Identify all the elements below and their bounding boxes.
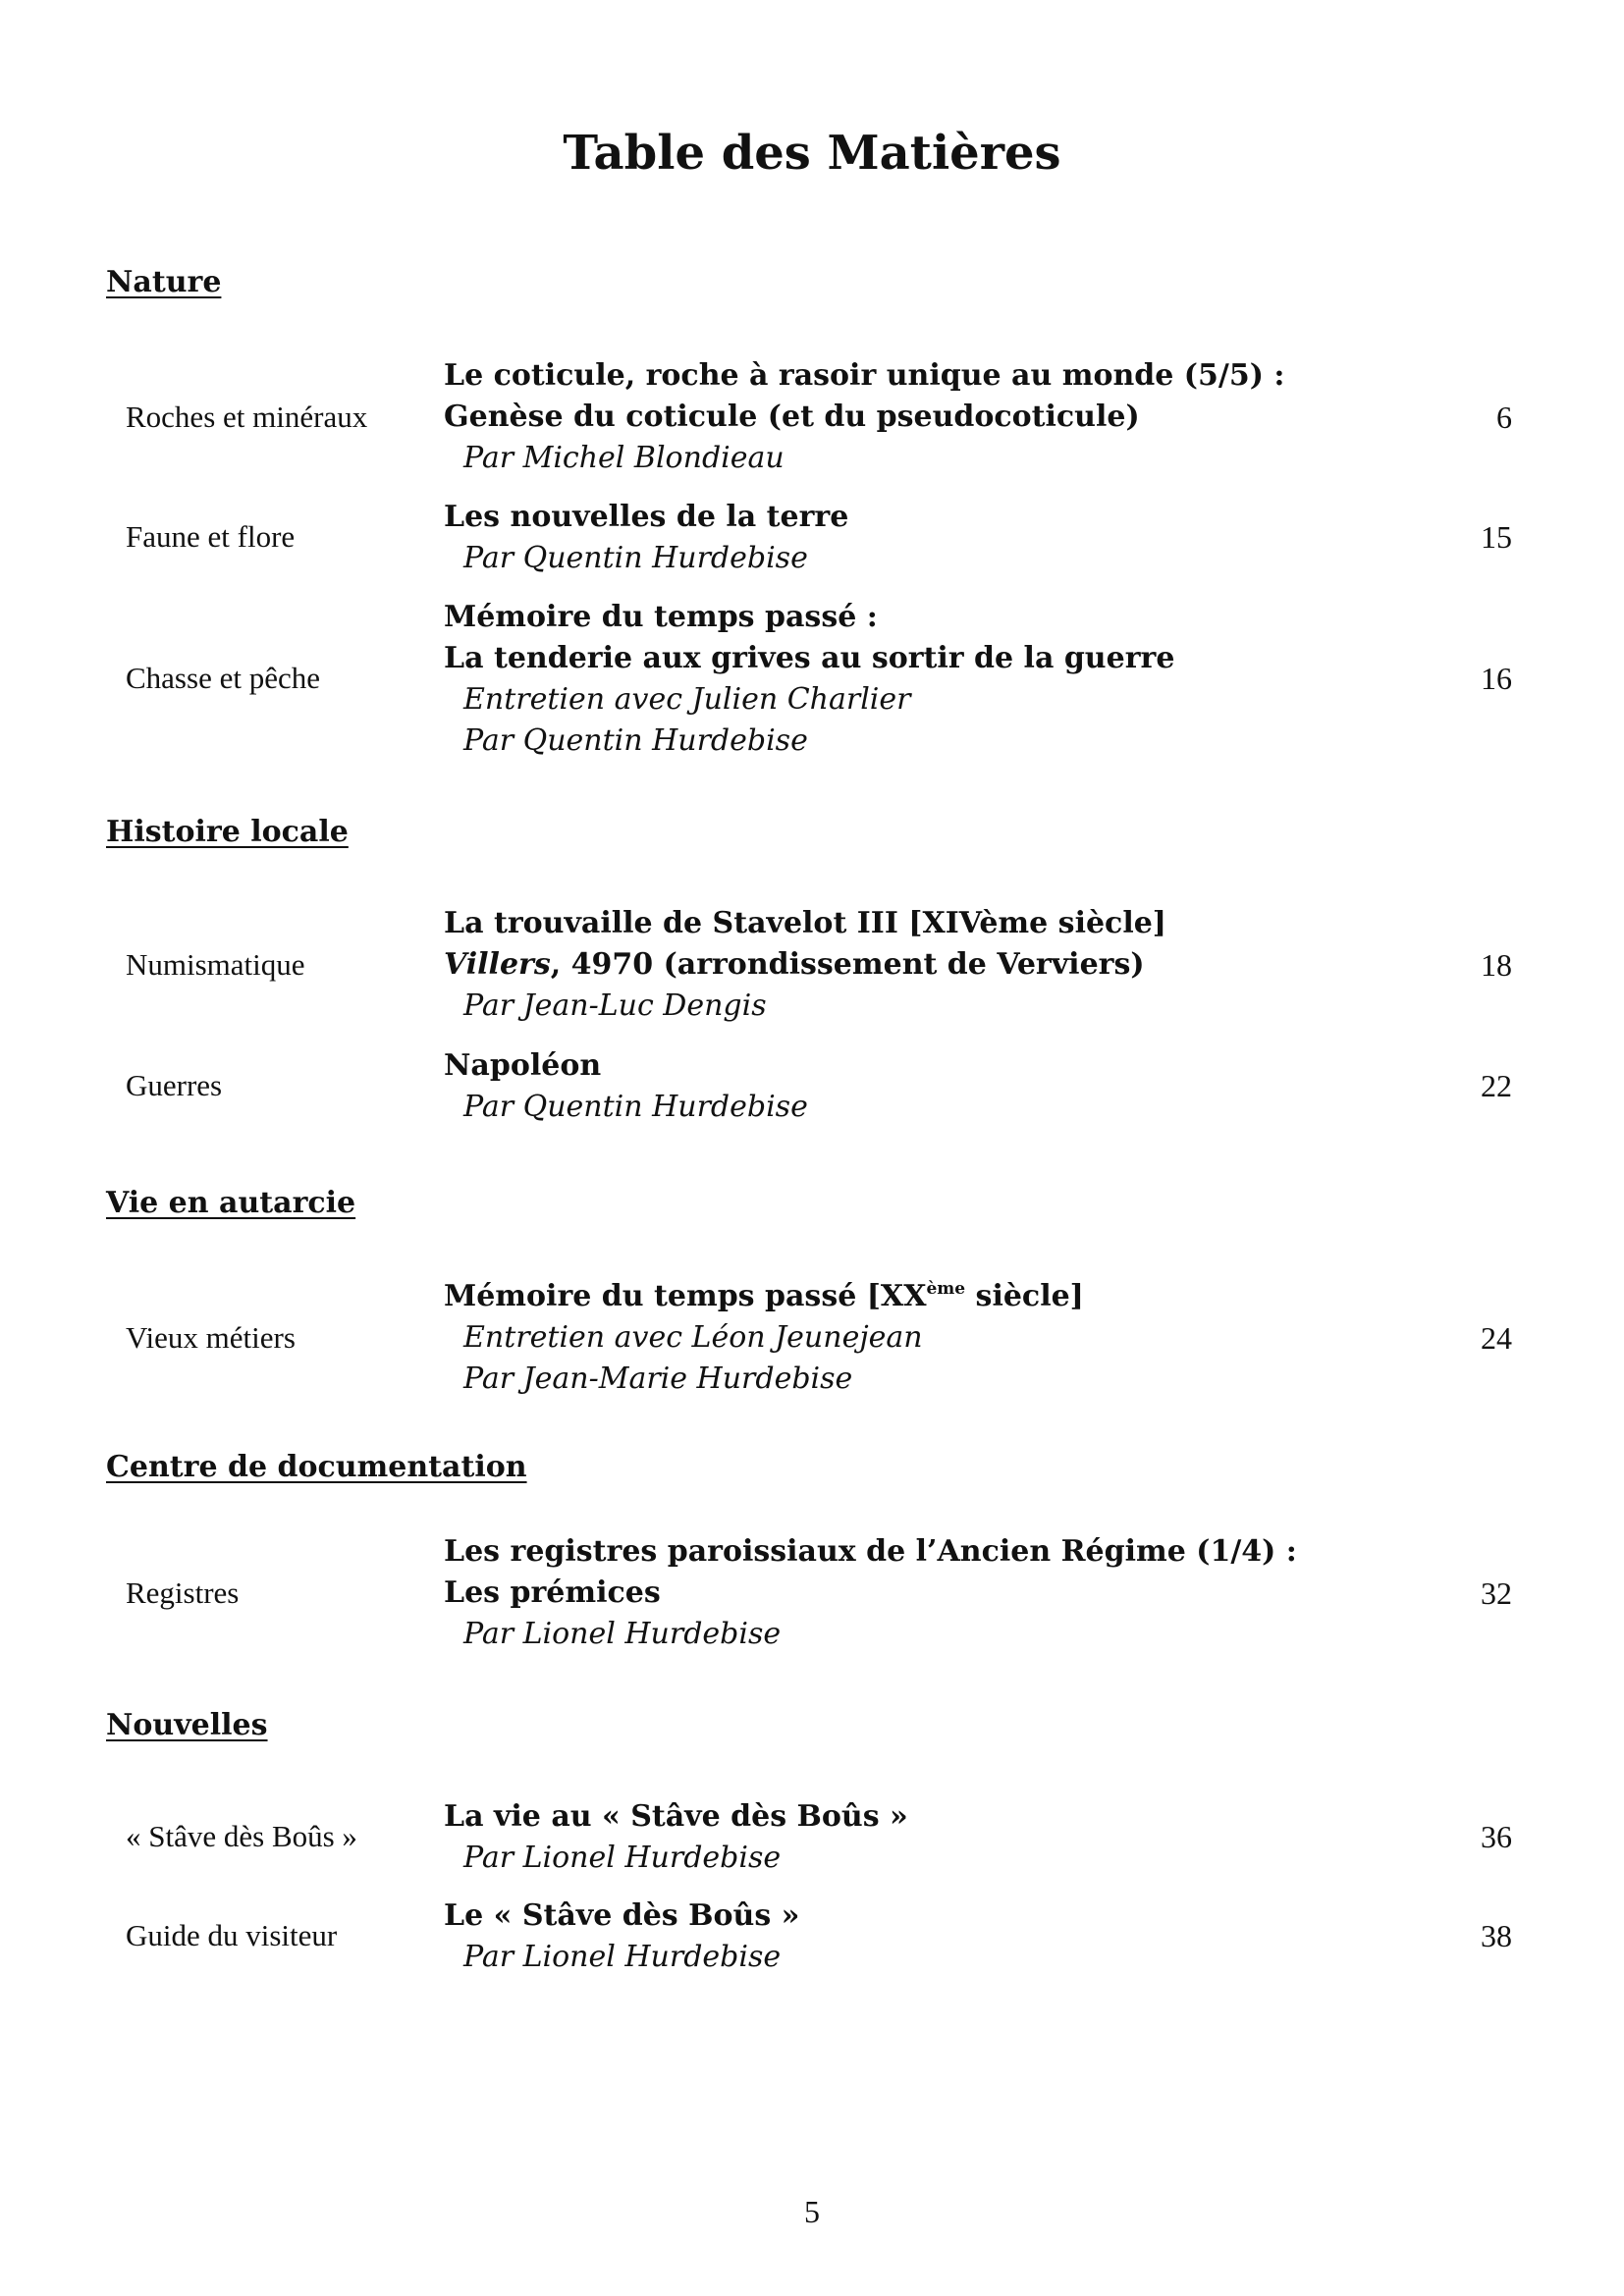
entry-title-line — [444, 1276, 1426, 1317]
entry-text — [444, 1045, 1426, 1128]
entry-page-number: 16 — [1481, 661, 1512, 696]
section-heading-nouvelles: Nouvelles — [106, 1708, 268, 1742]
entry-category: Faune et flore — [126, 519, 296, 554]
entry-credit-line: Par Lionel Hurdebise — [463, 1617, 782, 1651]
entry-title-line: Les prémices — [444, 1575, 661, 1610]
entry-text — [444, 497, 1426, 579]
entry-title-italic: Villers — [444, 947, 551, 982]
section-heading-vie-en-autarcie: Vie en autarcie — [106, 1186, 356, 1220]
entry-title-line: La vie au « Stâve dès Boûs » — [444, 1799, 908, 1834]
entry-credit-line: Par Jean-Luc Dengis — [463, 988, 767, 1023]
entry-text — [444, 1276, 1426, 1400]
entry-page-number: 22 — [1481, 1068, 1512, 1103]
entry-title-line: Le « Stâve dès Boûs » — [444, 1898, 800, 1933]
entry-credit-line: Entretien avec Julien Charlier — [463, 682, 911, 717]
section-heading-nature: Nature — [106, 265, 222, 299]
entry-page-number: 6 — [1496, 400, 1512, 435]
entry-title-line: Mémoire du temps passé : — [444, 600, 878, 634]
entry-page-number: 24 — [1481, 1320, 1512, 1356]
entry-credit-line: Par Lionel Hurdebise — [463, 1940, 782, 1974]
entry-page-number: 15 — [1481, 519, 1512, 555]
entry-credit-line: Par Quentin Hurdebise — [463, 541, 808, 575]
entry-category: Guide du visiteur — [126, 1918, 338, 1952]
entry-title-rest: , 4970 (arrondissement de Verviers) — [550, 947, 1145, 982]
entry-page-number: 32 — [1481, 1575, 1512, 1611]
entry-title-line: Les nouvelles de la terre — [444, 500, 849, 534]
entry-title-line: La tenderie aux grives au sortir de la guerre — [444, 641, 1175, 675]
entry-title-line: Les registres paroissiaux de l’Ancien Régime (1/4) : — [444, 1534, 1297, 1569]
entry-credit-line: Par Jean-Marie Hurdebise — [463, 1362, 853, 1396]
entry-title-line — [444, 944, 1426, 986]
entry-title-end: siècle] — [965, 1279, 1084, 1313]
entry-title-line: Le coticule, roche à rasoir unique au monde (5/5) : — [444, 358, 1285, 393]
entry-category: Numismatique — [126, 947, 305, 982]
entry-category: « Stâve dès Boûs » — [126, 1819, 357, 1853]
entry-title-line: La trouvaille de Stavelot III [XIVème siècle] — [444, 906, 1166, 940]
entry-text — [444, 903, 1426, 1027]
entry-credit-line: Par Quentin Hurdebise — [463, 723, 808, 758]
entry-title-line: Napoléon — [444, 1048, 602, 1083]
section-heading-centre-de-documentation: Centre de documentation — [106, 1450, 527, 1484]
entry-category: Registres — [126, 1575, 240, 1610]
entry-category: Chasse et pêche — [126, 661, 320, 695]
page-title: Table des Matières — [563, 126, 1061, 181]
entry-text — [444, 355, 1426, 479]
entry-page-number: 38 — [1481, 1918, 1512, 1953]
entry-text — [444, 1796, 1426, 1879]
entry-page-number: 36 — [1481, 1819, 1512, 1854]
entry-title-line: Genèse du coticule (et du pseudocoticule) — [444, 400, 1140, 434]
entry-text — [444, 597, 1426, 762]
entry-category: Guerres — [126, 1068, 223, 1102]
entry-credit-line: Par Lionel Hurdebise — [463, 1841, 782, 1875]
entry-category: Vieux métiers — [126, 1320, 296, 1355]
entry-credit-line: Par Michel Blondieau — [463, 441, 785, 475]
footer-page-number: 5 — [804, 2194, 820, 2229]
entry-category: Roches et minéraux — [126, 400, 368, 434]
entry-text — [444, 1896, 1426, 1978]
entry-credit-line: Entretien avec Léon Jeunejean — [463, 1320, 923, 1355]
entry-text — [444, 1531, 1426, 1655]
entry-credit-line: Par Quentin Hurdebise — [463, 1090, 808, 1124]
entry-page-number: 18 — [1481, 947, 1512, 983]
entry-title-main: Mémoire du temps passé [XX — [444, 1279, 927, 1313]
section-heading-histoire-locale: Histoire locale — [106, 815, 349, 849]
entry-title-superscript: ème — [926, 1279, 966, 1299]
